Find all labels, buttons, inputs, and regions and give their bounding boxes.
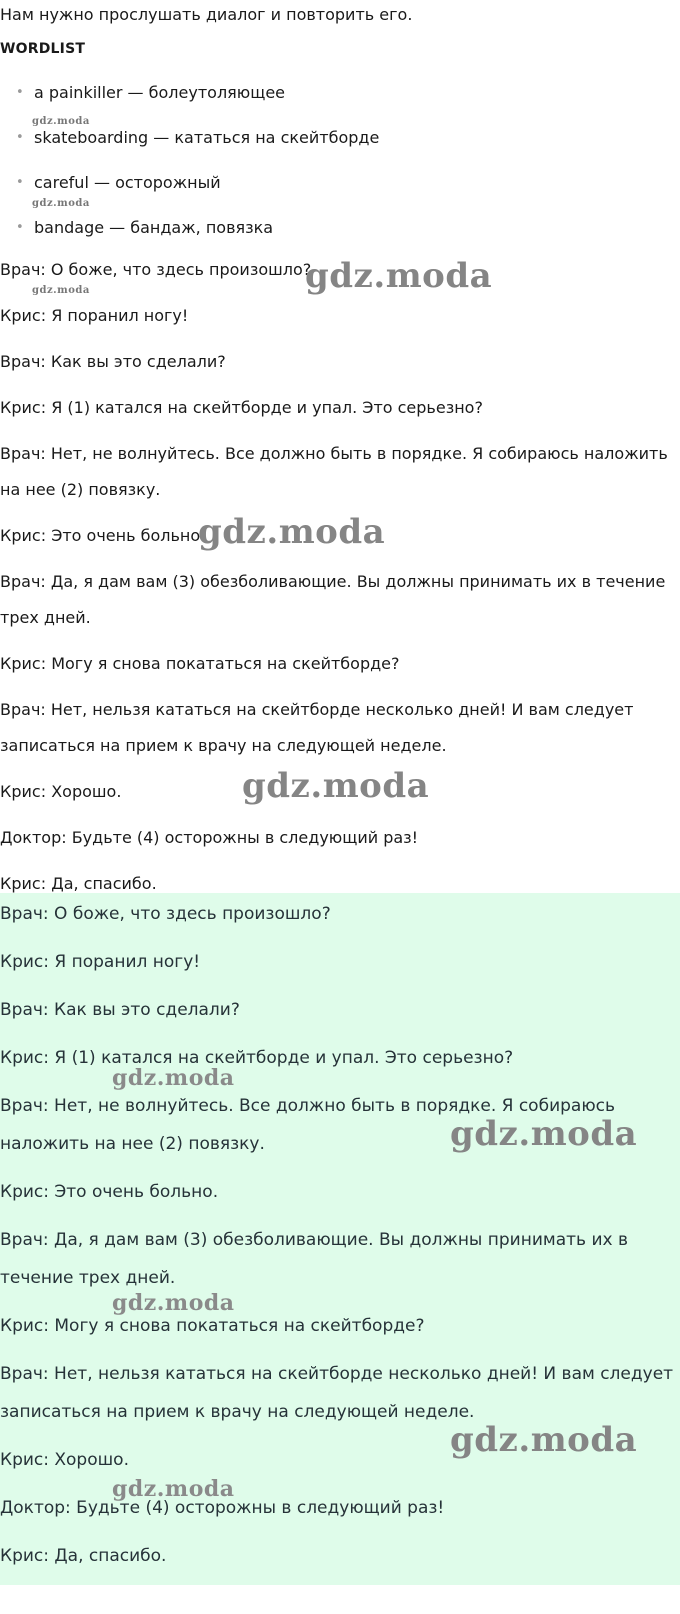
answer-line: Врач: О боже, что здесь произошло? bbox=[0, 904, 331, 924]
wordlist-item: • skateboarding — кататься на скейтборде bbox=[16, 128, 380, 147]
watermark: gdz.moda bbox=[305, 256, 493, 296]
watermark: gdz.moda bbox=[32, 198, 90, 209]
answer-section bbox=[0, 893, 680, 1585]
intro-text: Нам нужно прослушать диалог и повторить его. bbox=[0, 5, 413, 24]
dialog-line: Врач: Как вы это сделали? bbox=[0, 352, 226, 371]
watermark: gdz.moda bbox=[112, 1290, 235, 1316]
answer-line: Врач: Нет, не волнуйтесь. Все должно быть в порядке. Я собираюсь наложить на нее (2) повязку. bbox=[0, 1096, 616, 1154]
wordlist-item: • careful — осторожный bbox=[16, 173, 221, 192]
bullet-icon: • bbox=[16, 85, 24, 100]
watermark: gdz.moda bbox=[450, 1114, 638, 1154]
answer-line: Врач: Нет, нельзя кататься на скейтборде несколько дней! И вам следует записаться на прием к врачу на следующей неделе. bbox=[0, 1364, 674, 1422]
answer-line: Врач: Как вы это сделали? bbox=[0, 1000, 240, 1020]
wordlist-title: WORDLIST bbox=[0, 41, 86, 57]
dialog-line: Крис: Могу я снова покататься на скейтборде? bbox=[0, 654, 400, 673]
wordlist-item: • bandage — бандаж, повязка bbox=[16, 218, 274, 237]
dialog-line: Врач: О боже, что здесь произошло? bbox=[0, 260, 312, 279]
watermark: gdz.moda bbox=[198, 512, 386, 552]
answer-line: Крис: Я (1) катался на скейтборде и упал. Это серьезно? bbox=[0, 1048, 514, 1068]
dialog-line: Крис: Я (1) катался на скейтборде и упал. Это серьезно? bbox=[0, 398, 483, 417]
watermark: gdz.moda bbox=[112, 1065, 235, 1091]
answer-line: Крис: Хорошо. bbox=[0, 1450, 129, 1470]
answer-line: Крис: Да, спасибо. bbox=[0, 1546, 167, 1566]
wordlist bbox=[0, 82, 680, 262]
dialog-line: Врач: Нет, нельзя кататься на скейтборде несколько дней! И вам следует записаться на прием к врачу на следующей неделе. bbox=[0, 700, 634, 755]
answer-line: Крис: Это очень больно. bbox=[0, 1182, 219, 1202]
wordlist-item: • a painkiller — болеутоляющее bbox=[16, 83, 286, 102]
bullet-icon: • bbox=[16, 220, 24, 235]
dialog-line: Врач: Нет, не волнуйтесь. Все должно быть в порядке. Я собираюсь наложить на нее (2) повязку. bbox=[0, 444, 668, 499]
bullet-icon: • bbox=[16, 175, 24, 190]
watermark: gdz.moda bbox=[32, 285, 90, 296]
answer-line: Крис: Могу я снова покататься на скейтборде? bbox=[0, 1316, 425, 1336]
answer-line: Доктор: Будьте (4) осторожны в следующий раз! bbox=[0, 1498, 445, 1518]
dialog-line: Крис: Да, спасибо. bbox=[0, 874, 157, 893]
answer-line: Крис: Я поранил ногу! bbox=[0, 952, 201, 972]
watermark: gdz.moda bbox=[112, 1476, 235, 1502]
answer-line: Врач: Да, я дам вам (3) обезболивающие. Вы должны принимать их в течение трех дней. bbox=[0, 1230, 628, 1288]
dialog-line: Доктор: Будьте (4) осторожны в следующий раз! bbox=[0, 828, 419, 847]
bullet-icon: • bbox=[16, 130, 24, 145]
dialog-line: Крис: Я поранил ногу! bbox=[0, 306, 189, 325]
dialog-line: Крис: Это очень больно. bbox=[0, 526, 206, 545]
watermark: gdz.moda bbox=[450, 1420, 638, 1460]
watermark: gdz.moda bbox=[242, 766, 430, 806]
dialog-line: Врач: Да, я дам вам (3) обезболивающие. Вы должны принимать их в течение трех дней. bbox=[0, 572, 666, 627]
dialog-line: Крис: Хорошо. bbox=[0, 782, 122, 801]
watermark: gdz.moda bbox=[32, 116, 90, 127]
